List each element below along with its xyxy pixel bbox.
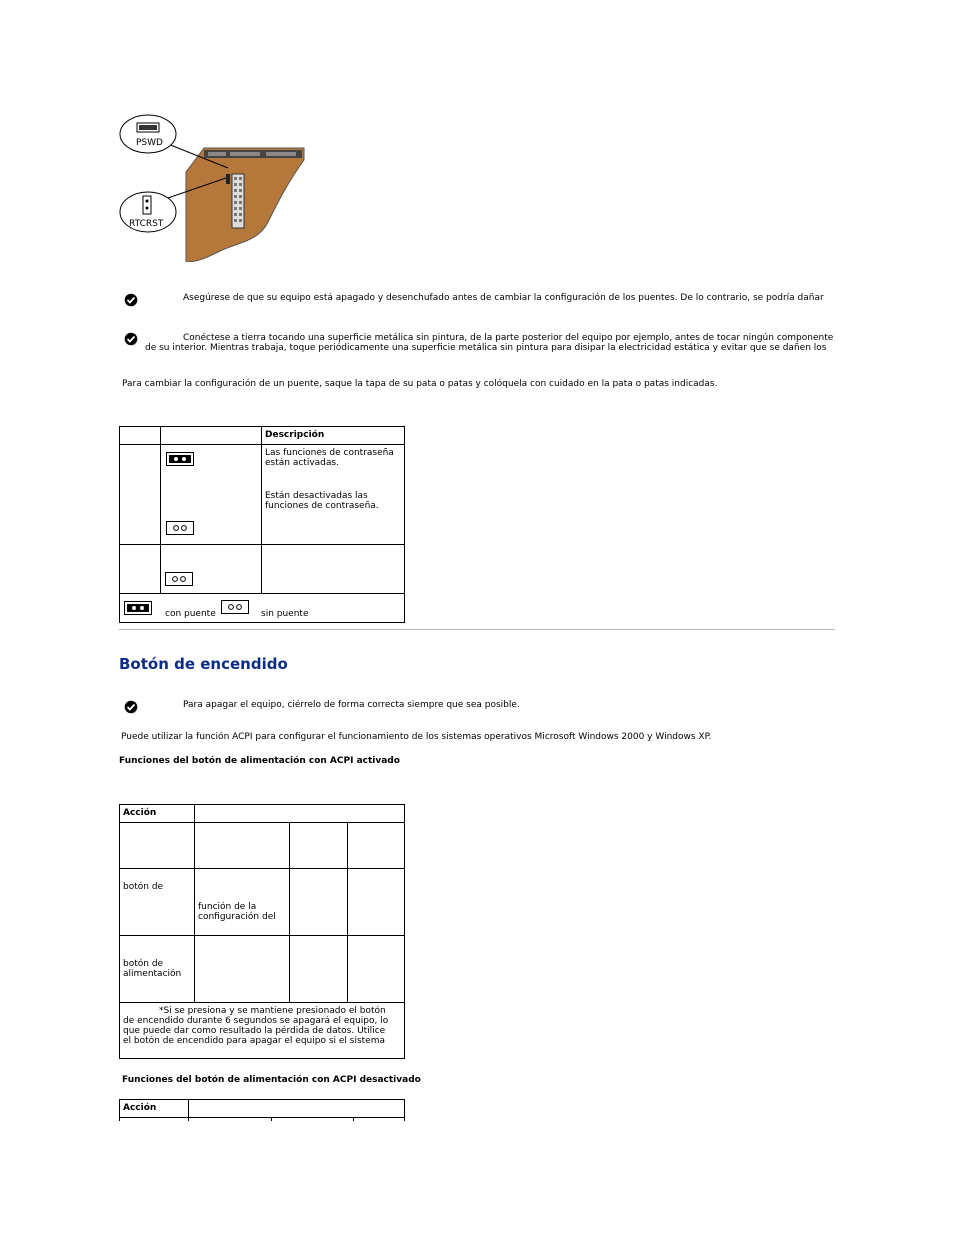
jumper-on-icon (166, 452, 194, 466)
jumper-off-icon (221, 600, 249, 614)
table-cell (120, 869, 195, 936)
table-cell (120, 545, 161, 594)
table-cell (290, 936, 348, 1003)
table-cell (189, 1100, 405, 1118)
table-cell (348, 936, 405, 1003)
table-cell (262, 545, 405, 594)
legend-with-jumper: con puente (165, 609, 216, 619)
table-cell (161, 427, 262, 445)
table-cell (120, 445, 161, 545)
jumper-intro-text: Para cambiar la configuración de un puente, saque la tapa de su pata o patas y colóquela con cuidado en la pata o patas indicadas. (122, 379, 718, 389)
password-enabled-text: Las funciones de contraseña están activadas. (265, 448, 394, 468)
notice-text-line1: Conéctese a tierra tocando una superficie metálica sin pintura, de la parte posterior del equipo por ejemplo, antes de tocar ningún componente (183, 333, 834, 343)
acpi-enabled-table (119, 804, 405, 1059)
row-action-text: botón de (123, 882, 164, 892)
row-action-text: botón de alimentación (123, 959, 182, 979)
table2-caption: Funciones del botón de alimentación con ACPI desactivado (122, 1075, 421, 1085)
footnote-text: *Si se presiona y se mantiene presionado el botón de encendido durante 6 segundos se apagará el equipo, lo que puede dar como resultado la pérdida de datos. Utilice el botón de encendido para apagar el equipo si el sistema (123, 1006, 389, 1046)
jumper-location-figure (118, 112, 308, 262)
description-header: Descripción (262, 427, 405, 445)
jumper-legend (120, 594, 405, 623)
table-cell (262, 445, 405, 545)
table-cell (161, 445, 262, 545)
table-cell (120, 936, 195, 1003)
table1-caption: Funciones del botón de alimentación con ACPI activado (119, 756, 400, 766)
table-cell (348, 823, 405, 869)
table-cell (161, 545, 262, 594)
table-cell (195, 936, 290, 1003)
notice-icon (124, 293, 138, 307)
table-cell (195, 869, 290, 936)
notice-icon (124, 700, 138, 714)
jumper-on-icon (124, 601, 152, 615)
page-bottom-mask (0, 1121, 954, 1235)
acpi-intro-text: Puede utilizar la función ACPI para configurar el funcionamiento de los sistemas operativos Microsoft Windows 2000 y Windows XP. (121, 732, 712, 742)
notice-icon (124, 332, 138, 346)
jumper-off-icon (165, 572, 193, 586)
table-cell (348, 869, 405, 936)
jumper-off-icon (166, 521, 194, 535)
table-cell (195, 823, 290, 869)
legend-without-jumper: sin puente (261, 609, 309, 619)
rtcrst-label: RTCRST (129, 219, 164, 229)
table-cell (290, 869, 348, 936)
action-header: Acción (120, 805, 195, 823)
section-divider (119, 629, 835, 630)
notice-text-line2: de su interior. Mientras trabaja, toque periódicamente una superficie metálica sin pintura para disipar la electricidad estática y evitar que se dañen los (145, 343, 827, 353)
action-header: Acción (120, 1100, 189, 1118)
table-cell (120, 427, 161, 445)
notice-text: Asegúrese de que su equipo está apagado y desenchufado antes de cambiar la configuración de los puentes. De lo contrario, se podría dañar (183, 293, 824, 303)
table-cell (195, 805, 405, 823)
section-title: Botón de encendido (119, 655, 288, 673)
row-behavior-text: función de la configuración del (198, 902, 276, 922)
notice-text: Para apagar el equipo, ciérrelo de forma correcta siempre que sea posible. (183, 700, 520, 710)
table-footnote (120, 1003, 405, 1059)
table-cell (120, 823, 195, 869)
pswd-label: PSWD (136, 138, 163, 148)
password-disabled-text: Están desactivadas las funciones de contraseña. (265, 491, 379, 511)
table-cell (290, 823, 348, 869)
jumper-table (119, 426, 405, 623)
